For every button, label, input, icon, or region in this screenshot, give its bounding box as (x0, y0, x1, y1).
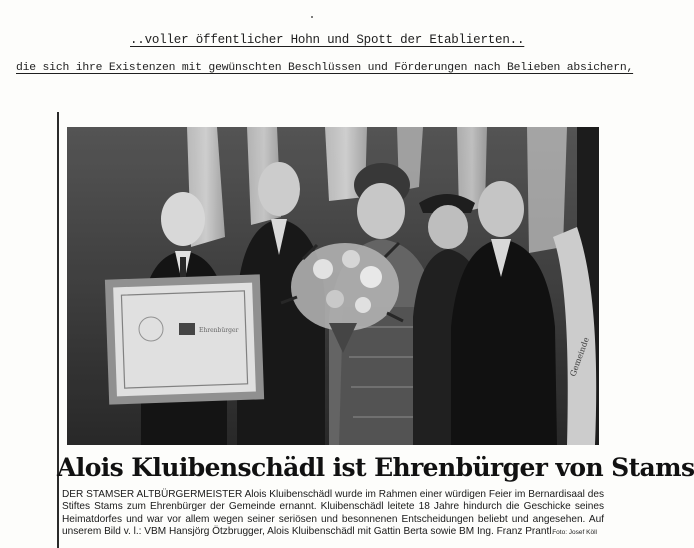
ceremony-photo (67, 127, 599, 445)
typed-line-1: ..voller öffentlicher Hohn und Spott der Etablierten.. (130, 33, 525, 47)
newspaper-clipping (57, 112, 694, 548)
photo-credit: Foto: Josef Köll (552, 529, 597, 536)
paper-speck (311, 16, 313, 18)
photo-grain (67, 127, 599, 445)
clipping-edge (57, 112, 59, 548)
photo-illustration (67, 127, 599, 445)
article-caption: DER STAMSER ALTBÜRGERMEISTER Alois Kluibenschädl wurde im Rahmen einer würdigen Feier im Bernardisaal des Stiftes Stams zum Ehrenbürger der Gemeinde ernannt. Kluibenschädl leitete 18 Jahre hindurch die Geschicke seines Heimatdorfes und war vor allem wegen seiner seriösen und besonnenen Entscheidungen beliebt und angesehen. Auf unserem Bild v. l.: VBM Hansjörg Ötzbrugger, Alois Kluibenschädl mit Gattin Berta sowie BM Ing. Franz Prantl. (62, 489, 604, 538)
article-headline: Alois Kluibenschädl ist Ehrenbürger von Stams (57, 453, 694, 482)
typed-line-2: die sich ihre Existenzen mit gewünschten Beschlüssen und Förderungen nach Belieben absichern, (16, 62, 634, 74)
svg-text:Ehrenbürger: Ehrenbürger (199, 327, 239, 334)
svg-text:Gemeinde: Gemeinde (568, 336, 591, 378)
